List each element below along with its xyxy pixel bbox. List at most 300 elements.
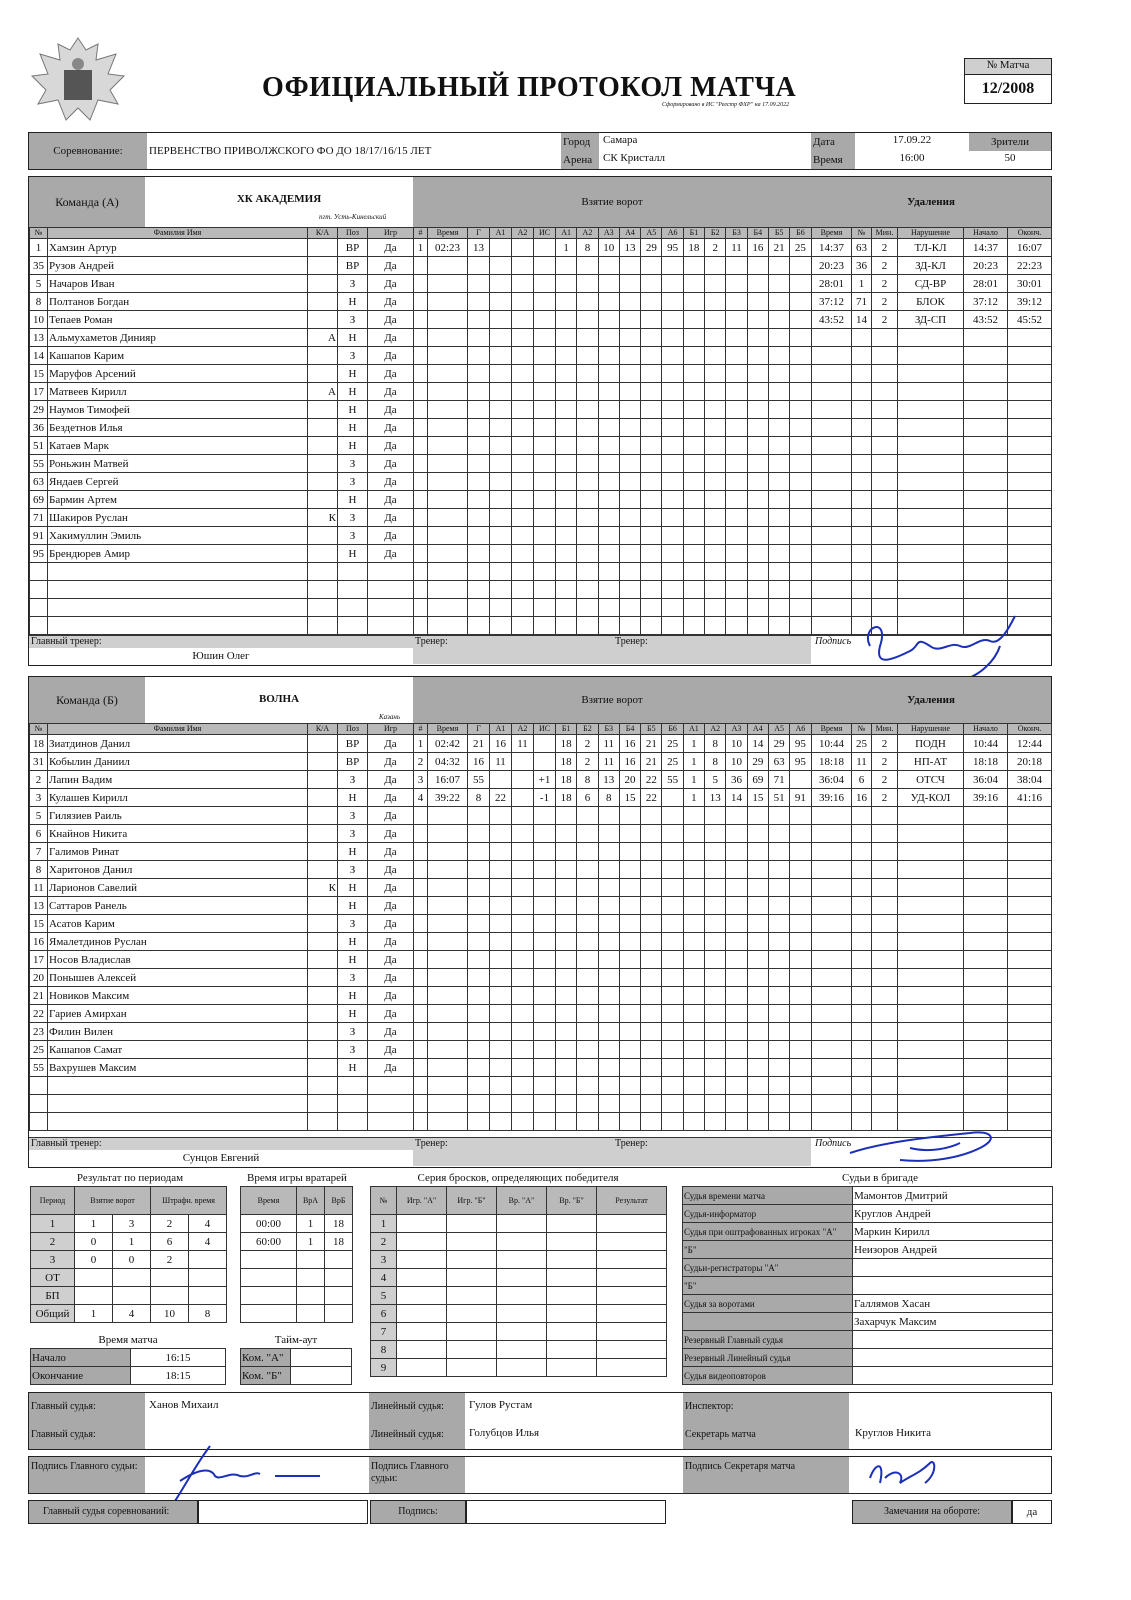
player-cell bbox=[48, 599, 308, 617]
match-number: 12/2008 bbox=[981, 80, 1035, 97]
goal-cell bbox=[683, 1113, 704, 1131]
goal-cell bbox=[641, 1113, 662, 1131]
penalty-row bbox=[812, 455, 1052, 473]
goal-cell bbox=[490, 933, 512, 951]
penalty-cell bbox=[1008, 1077, 1052, 1095]
goal-cell bbox=[747, 257, 768, 275]
penalty-row bbox=[812, 753, 1052, 771]
goal-cell bbox=[705, 1023, 726, 1041]
goal-cell bbox=[768, 509, 789, 527]
goal-cell bbox=[662, 599, 683, 617]
goal-cell: 18 bbox=[556, 789, 577, 807]
period-cell: 3 bbox=[113, 1215, 151, 1233]
remarks-value: да bbox=[1012, 1500, 1052, 1524]
goal-cell bbox=[619, 545, 640, 563]
goal-cell: 16 bbox=[619, 753, 640, 771]
goal-cell bbox=[577, 383, 598, 401]
goal-cell bbox=[790, 311, 811, 329]
goals-header: Б5 bbox=[641, 724, 662, 735]
goal-cell bbox=[414, 825, 428, 843]
player-row bbox=[30, 383, 414, 401]
penalty-cell: ТЛ-КЛ bbox=[898, 239, 964, 257]
player-cell: Да bbox=[368, 879, 414, 897]
brigade-role: Судьи-регистраторы "А" bbox=[683, 1259, 853, 1277]
penalty-cell bbox=[872, 897, 898, 915]
goal-row bbox=[414, 401, 812, 419]
goal-cell bbox=[428, 1113, 468, 1131]
goal-cell: 95 bbox=[790, 735, 811, 753]
goal-cell: +1 bbox=[534, 771, 556, 789]
penalty-row bbox=[812, 969, 1052, 987]
goal-cell bbox=[490, 1059, 512, 1077]
goal-cell bbox=[790, 987, 811, 1005]
goal-cell bbox=[662, 843, 683, 861]
penalty-cell bbox=[898, 1023, 964, 1041]
penalty-cell bbox=[852, 915, 872, 933]
goal-cell bbox=[619, 1041, 640, 1059]
goal-cell bbox=[683, 969, 704, 987]
goal-cell bbox=[726, 527, 747, 545]
player-cell bbox=[368, 1077, 414, 1095]
goal-cell bbox=[468, 383, 490, 401]
goal-cell bbox=[577, 1095, 598, 1113]
penalty-cell bbox=[964, 455, 1008, 473]
goal-cell bbox=[490, 383, 512, 401]
player-cell bbox=[30, 1113, 48, 1131]
goal-cell bbox=[428, 617, 468, 635]
goal-cell bbox=[512, 825, 534, 843]
team-a-coach-signature-icon bbox=[850, 606, 1030, 686]
goal-cell: 21 bbox=[768, 239, 789, 257]
goal-cell bbox=[619, 843, 640, 861]
goal-row bbox=[414, 897, 812, 915]
penalty-cell bbox=[964, 933, 1008, 951]
penalty-cell: 43:52 bbox=[964, 311, 1008, 329]
team-b-label: Команда (Б) bbox=[29, 677, 145, 723]
goal-cell bbox=[641, 933, 662, 951]
goals-header: # bbox=[414, 724, 428, 735]
goal-cell bbox=[534, 969, 556, 987]
penalty-cell bbox=[852, 933, 872, 951]
goal-cell bbox=[428, 599, 468, 617]
goal-cell bbox=[598, 897, 619, 915]
goal-cell: 91 bbox=[790, 789, 811, 807]
player-cell: З bbox=[338, 275, 368, 293]
player-row bbox=[30, 951, 414, 969]
goal-cell bbox=[705, 581, 726, 599]
goal-cell bbox=[790, 843, 811, 861]
player-cell bbox=[308, 437, 338, 455]
goal-cell bbox=[705, 473, 726, 491]
goal-cell bbox=[428, 455, 468, 473]
goal-cell bbox=[683, 807, 704, 825]
goal-cell bbox=[534, 861, 556, 879]
goals-header: Б6 bbox=[790, 228, 811, 239]
player-row bbox=[30, 257, 414, 275]
player-cell: Да bbox=[368, 293, 414, 311]
goal-cell bbox=[790, 599, 811, 617]
goal-cell bbox=[768, 491, 789, 509]
player-cell: ВР bbox=[338, 753, 368, 771]
player-cell bbox=[338, 599, 368, 617]
penalty-row bbox=[812, 897, 1052, 915]
penalty-cell bbox=[872, 563, 898, 581]
goal-cell bbox=[641, 1005, 662, 1023]
brigade-role: "Б" bbox=[683, 1241, 853, 1259]
goal-row bbox=[414, 879, 812, 897]
penalty-cell bbox=[852, 437, 872, 455]
penalty-row bbox=[812, 843, 1052, 861]
goal-cell bbox=[683, 879, 704, 897]
goal-cell bbox=[512, 563, 534, 581]
penalty-cell bbox=[1008, 455, 1052, 473]
player-cell: 13 bbox=[30, 897, 48, 915]
goal-cell bbox=[414, 581, 428, 599]
goalie-cell: 60:00 bbox=[241, 1233, 297, 1251]
goal-cell bbox=[490, 365, 512, 383]
player-cell: З bbox=[338, 969, 368, 987]
player-cell: Саттаров Ранель bbox=[48, 897, 308, 915]
player-cell: Да bbox=[368, 987, 414, 1005]
goal-cell bbox=[747, 987, 768, 1005]
goal-cell bbox=[598, 491, 619, 509]
player-row bbox=[30, 1005, 414, 1023]
penalty-cell bbox=[812, 897, 852, 915]
period-cell: 1 bbox=[31, 1215, 75, 1233]
brigade-role: Судья видеоповторов bbox=[683, 1367, 853, 1385]
goal-cell bbox=[490, 951, 512, 969]
goal-cell: 22 bbox=[641, 789, 662, 807]
goal-cell bbox=[747, 347, 768, 365]
timeout-table bbox=[240, 1348, 352, 1385]
goal-cell bbox=[641, 329, 662, 347]
goal-cell bbox=[747, 861, 768, 879]
penalty-row bbox=[812, 491, 1052, 509]
goalie-time-header: Время bbox=[241, 1187, 297, 1215]
player-cell: Н bbox=[338, 491, 368, 509]
goal-cell bbox=[768, 933, 789, 951]
penalty-cell: ЗД-КЛ bbox=[898, 257, 964, 275]
goal-cell bbox=[790, 365, 811, 383]
goal-cell bbox=[577, 545, 598, 563]
goal-cell bbox=[662, 455, 683, 473]
goal-cell bbox=[705, 257, 726, 275]
penalty-cell bbox=[812, 473, 852, 491]
penalty-cell: 2 bbox=[872, 735, 898, 753]
player-cell bbox=[308, 951, 338, 969]
goal-cell: 1 bbox=[683, 753, 704, 771]
goal-cell bbox=[468, 987, 490, 1005]
sig-main-referee-label: Подпись Главного судьи: bbox=[29, 1457, 145, 1493]
penalty-cell bbox=[1008, 1023, 1052, 1041]
player-cell: Н bbox=[338, 419, 368, 437]
player-cell: Хакимуллин Эмиль bbox=[48, 527, 308, 545]
shootout-row bbox=[371, 1341, 667, 1359]
goal-cell: 2 bbox=[577, 735, 598, 753]
player-cell bbox=[338, 1113, 368, 1131]
goal-cell: 36 bbox=[726, 771, 747, 789]
goal-cell bbox=[556, 437, 577, 455]
goal-cell bbox=[726, 347, 747, 365]
goal-cell bbox=[662, 545, 683, 563]
goal-cell bbox=[726, 987, 747, 1005]
goal-cell: 8 bbox=[598, 789, 619, 807]
player-cell bbox=[48, 1113, 308, 1131]
goal-cell bbox=[534, 879, 556, 897]
player-cell: Да bbox=[368, 257, 414, 275]
goal-cell bbox=[490, 1113, 512, 1131]
goal-cell bbox=[726, 879, 747, 897]
goal-row bbox=[414, 275, 812, 293]
goal-cell bbox=[598, 933, 619, 951]
goal-cell bbox=[598, 1005, 619, 1023]
goal-cell bbox=[512, 1077, 534, 1095]
penalty-cell bbox=[964, 419, 1008, 437]
penalty-cell bbox=[812, 491, 852, 509]
player-cell: Н bbox=[338, 329, 368, 347]
goal-cell bbox=[768, 915, 789, 933]
goal-cell bbox=[768, 545, 789, 563]
goal-cell bbox=[534, 1113, 556, 1131]
goal-cell bbox=[598, 915, 619, 933]
goal-cell bbox=[726, 1059, 747, 1077]
goal-cell bbox=[598, 527, 619, 545]
penalty-header: № bbox=[852, 228, 872, 239]
goal-row bbox=[414, 527, 812, 545]
player-cell bbox=[308, 527, 338, 545]
player-cell bbox=[48, 563, 308, 581]
goal-cell bbox=[414, 933, 428, 951]
goal-cell bbox=[790, 293, 811, 311]
shootout-table bbox=[370, 1186, 667, 1377]
team-b-goals-title: Взятие ворот bbox=[413, 677, 811, 723]
player-row bbox=[30, 1059, 414, 1077]
goal-cell bbox=[705, 491, 726, 509]
goal-cell bbox=[705, 879, 726, 897]
goal-cell bbox=[768, 401, 789, 419]
goal-cell bbox=[641, 969, 662, 987]
penalty-header: Мин. bbox=[872, 724, 898, 735]
goal-cell bbox=[468, 545, 490, 563]
penalty-row bbox=[812, 789, 1052, 807]
goal-cell bbox=[428, 825, 468, 843]
goal-cell bbox=[577, 807, 598, 825]
player-cell bbox=[338, 617, 368, 635]
player-cell: Да bbox=[368, 1023, 414, 1041]
penalty-header: № bbox=[852, 724, 872, 735]
goalie-cell: 1 bbox=[297, 1233, 325, 1251]
team-b-coach2-label: Тренер: bbox=[613, 1138, 811, 1166]
goal-cell bbox=[768, 1005, 789, 1023]
goal-cell bbox=[747, 879, 768, 897]
player-cell: 5 bbox=[30, 275, 48, 293]
penalty-cell: 2 bbox=[872, 771, 898, 789]
city: Самара bbox=[603, 134, 638, 146]
goal-cell bbox=[726, 617, 747, 635]
goal-cell bbox=[577, 879, 598, 897]
team-b-goals-table bbox=[413, 723, 812, 1131]
competition-judge-value bbox=[198, 1500, 368, 1524]
period-cell: БП bbox=[31, 1287, 75, 1305]
goal-cell bbox=[414, 1077, 428, 1095]
penalty-header: Начало bbox=[964, 724, 1008, 735]
goal-cell bbox=[641, 951, 662, 969]
goal-cell bbox=[662, 347, 683, 365]
goal-cell bbox=[556, 329, 577, 347]
penalty-cell bbox=[898, 509, 964, 527]
goal-cell bbox=[705, 347, 726, 365]
penalty-cell bbox=[898, 419, 964, 437]
goal-cell bbox=[468, 437, 490, 455]
player-cell: Да bbox=[368, 329, 414, 347]
penalty-cell bbox=[898, 915, 964, 933]
goal-cell: 13 bbox=[468, 239, 490, 257]
goalie-row bbox=[241, 1233, 353, 1251]
period-row bbox=[31, 1305, 227, 1323]
brigade-row bbox=[683, 1349, 1053, 1367]
shootout-header: Вр. "А" bbox=[497, 1187, 547, 1215]
goal-cell bbox=[619, 825, 640, 843]
goal-cell: 4 bbox=[414, 789, 428, 807]
goal-cell bbox=[768, 969, 789, 987]
player-cell bbox=[338, 1077, 368, 1095]
player-cell bbox=[308, 419, 338, 437]
penalty-cell bbox=[964, 897, 1008, 915]
goal-cell bbox=[768, 383, 789, 401]
goal-cell bbox=[512, 987, 534, 1005]
penalty-row bbox=[812, 581, 1052, 599]
goal-cell bbox=[490, 843, 512, 861]
player-cell: Понышев Алексей bbox=[48, 969, 308, 987]
goal-cell bbox=[512, 933, 534, 951]
goal-cell bbox=[619, 1023, 640, 1041]
team-a-coach-label: Тренер: bbox=[413, 636, 613, 664]
goal-cell bbox=[683, 861, 704, 879]
goal-cell bbox=[726, 329, 747, 347]
goal-cell: 2 bbox=[577, 753, 598, 771]
goal-cell bbox=[641, 617, 662, 635]
goal-cell bbox=[683, 455, 704, 473]
penalty-cell bbox=[812, 563, 852, 581]
goal-cell bbox=[619, 257, 640, 275]
goal-cell bbox=[414, 383, 428, 401]
goal-cell bbox=[747, 969, 768, 987]
shootout-row bbox=[371, 1233, 667, 1251]
brigade-row bbox=[683, 1331, 1053, 1349]
penalty-cell bbox=[898, 473, 964, 491]
player-cell: Вахрушев Максим bbox=[48, 1059, 308, 1077]
penalty-cell: 71 bbox=[852, 293, 872, 311]
goal-row bbox=[414, 491, 812, 509]
penalty-cell bbox=[852, 825, 872, 843]
goal-row bbox=[414, 617, 812, 635]
penalty-cell: 43:52 bbox=[812, 311, 852, 329]
goal-cell bbox=[414, 915, 428, 933]
fhr-emblem-icon bbox=[28, 30, 128, 130]
match-start: 16:15 bbox=[131, 1349, 226, 1367]
goal-cell bbox=[468, 1041, 490, 1059]
goal-cell bbox=[747, 401, 768, 419]
penalty-cell bbox=[1008, 383, 1052, 401]
goal-cell bbox=[619, 987, 640, 1005]
player-cell bbox=[308, 563, 338, 581]
goals-header: А5 bbox=[641, 228, 662, 239]
player-cell bbox=[308, 1059, 338, 1077]
goal-cell bbox=[705, 1005, 726, 1023]
penalty-cell: 39:12 bbox=[1008, 293, 1052, 311]
goal-cell bbox=[468, 879, 490, 897]
goal-cell bbox=[556, 807, 577, 825]
goal-cell bbox=[619, 581, 640, 599]
penalty-row bbox=[812, 771, 1052, 789]
shootout-title: Серия бросков, определяющих победителя bbox=[417, 1172, 619, 1184]
goal-cell bbox=[747, 1023, 768, 1041]
goal-cell bbox=[726, 563, 747, 581]
penalty-cell: 14 bbox=[852, 311, 872, 329]
player-cell: Филин Вилен bbox=[48, 1023, 308, 1041]
goal-cell bbox=[556, 1041, 577, 1059]
penalty-cell bbox=[964, 527, 1008, 545]
goal-cell bbox=[768, 581, 789, 599]
goal-cell bbox=[468, 311, 490, 329]
period-row bbox=[31, 1251, 227, 1269]
penalty-cell bbox=[872, 1095, 898, 1113]
player-cell bbox=[308, 491, 338, 509]
penalty-cell: 6 bbox=[852, 771, 872, 789]
player-cell: Да bbox=[368, 545, 414, 563]
goal-cell bbox=[414, 257, 428, 275]
goal-cell: 16 bbox=[747, 239, 768, 257]
shootout-row bbox=[371, 1287, 667, 1305]
player-cell: Матвеев Кирилл bbox=[48, 383, 308, 401]
goal-cell: 11 bbox=[598, 753, 619, 771]
goal-cell bbox=[683, 897, 704, 915]
roster-header: № bbox=[30, 228, 48, 239]
player-cell: З bbox=[338, 473, 368, 491]
penalty-cell bbox=[1008, 473, 1052, 491]
penalty-cell bbox=[812, 401, 852, 419]
goal-cell: 15 bbox=[747, 789, 768, 807]
goal-cell bbox=[747, 545, 768, 563]
player-cell: Да bbox=[368, 771, 414, 789]
penalty-cell bbox=[1008, 401, 1052, 419]
goal-cell bbox=[577, 527, 598, 545]
goal-cell bbox=[619, 807, 640, 825]
goal-cell bbox=[790, 825, 811, 843]
goal-cell bbox=[598, 365, 619, 383]
goal-cell bbox=[534, 545, 556, 563]
goal-cell bbox=[726, 933, 747, 951]
penalty-cell bbox=[872, 1041, 898, 1059]
goal-cell bbox=[414, 599, 428, 617]
goal-row bbox=[414, 455, 812, 473]
shootout-num: 3 bbox=[371, 1251, 397, 1269]
player-row bbox=[30, 401, 414, 419]
player-cell: Зиатдинов Данил bbox=[48, 735, 308, 753]
penalty-header: Оконч. bbox=[1008, 228, 1052, 239]
goals-header: А2 bbox=[512, 228, 534, 239]
penalty-cell bbox=[872, 455, 898, 473]
penalty-cell bbox=[964, 915, 1008, 933]
goal-cell bbox=[534, 527, 556, 545]
penalty-cell bbox=[898, 365, 964, 383]
shootout-header: Вр. "Б" bbox=[547, 1187, 597, 1215]
penalty-cell bbox=[898, 1059, 964, 1077]
goal-cell bbox=[556, 825, 577, 843]
timeout-title: Тайм-аут bbox=[274, 1334, 318, 1346]
goal-cell bbox=[705, 563, 726, 581]
penalty-cell bbox=[872, 437, 898, 455]
